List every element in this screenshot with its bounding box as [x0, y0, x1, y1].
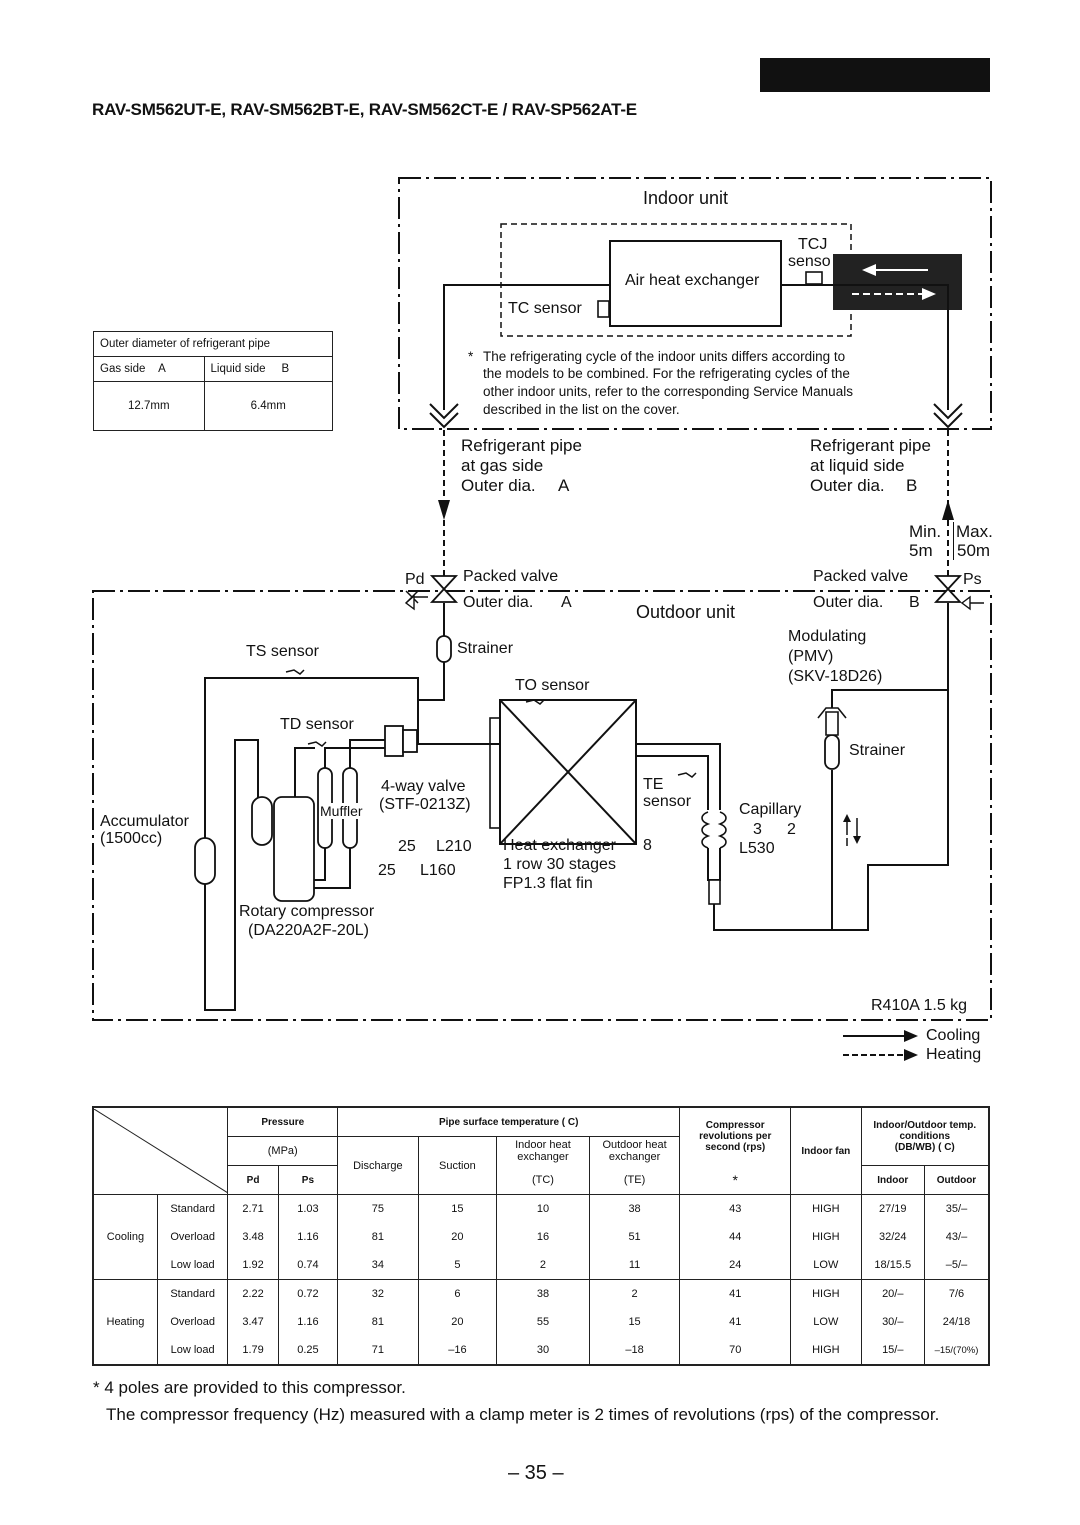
- page-title: RAV-SM562UT-E, RAV-SM562BT-E, RAV-SM562CT-E / RAV-SP562AT-E: [92, 100, 637, 119]
- table-row: [93, 1251, 989, 1280]
- table-cell: 43/–: [924, 1223, 989, 1251]
- table-cell: 70: [680, 1336, 791, 1365]
- ps-label: Ps: [963, 571, 982, 588]
- th-indoor-fan: Indoor fan: [791, 1107, 861, 1195]
- hex-number: 8: [643, 837, 652, 854]
- air-heat-exchanger-label: Air heat exchanger: [625, 272, 760, 289]
- footnote-2: The compressor frequency (Hz) measured with a clamp meter is 2 times of revolutions (rps) of the compressor.: [106, 1405, 940, 1424]
- th-outdoor-hex: Outdoor heat exchanger: [589, 1137, 680, 1166]
- pmv-label: (PMV): [788, 648, 834, 665]
- liquid-value: 6.4mm: [204, 382, 332, 431]
- page-number: – 35 –: [508, 1462, 564, 1484]
- th-indoor-hex: Indoor heat exchanger: [497, 1137, 590, 1166]
- th-discharge: Discharge: [338, 1137, 419, 1195]
- table-cell: 0.72: [278, 1280, 337, 1309]
- table-cell: 35/–: [924, 1195, 989, 1224]
- gas-pipe-label-1: Refrigerant pipe: [461, 436, 582, 455]
- table-cell: Overload: [157, 1308, 227, 1336]
- table-cell: 3.47: [228, 1308, 278, 1336]
- pipe-table-caption: Outer diameter of refrigerant pipe: [94, 332, 333, 357]
- te-sensor-label: sensor: [643, 793, 692, 810]
- table-cell: 3.48: [228, 1223, 278, 1251]
- table-cell: 1.03: [278, 1195, 337, 1224]
- table-cell: 15: [418, 1195, 497, 1224]
- th-star: *: [680, 1166, 791, 1195]
- mode-cell: Heating: [93, 1280, 157, 1366]
- refrigerant-label: R410A 1.5 kg: [871, 997, 968, 1014]
- note-line-3: other indoor units, refer to the corresponding Service Manuals: [483, 384, 853, 399]
- table-row: [93, 1308, 989, 1336]
- th-ps: Ps: [278, 1166, 337, 1195]
- table-cell: 7/6: [924, 1280, 989, 1309]
- table-cell: 2.71: [228, 1195, 278, 1224]
- table-cell: 1.92: [228, 1251, 278, 1280]
- table-cell: 51: [589, 1223, 680, 1251]
- modulating-label: Modulating: [788, 628, 867, 645]
- table-cell: Low load: [157, 1336, 227, 1365]
- table-cell: 10: [497, 1195, 590, 1224]
- table-cell: 15: [589, 1308, 680, 1336]
- mode-cell: Cooling: [93, 1195, 157, 1280]
- table-cell: 43: [680, 1195, 791, 1224]
- legend-cooling: Cooling: [926, 1027, 981, 1044]
- table-cell: 44: [680, 1223, 791, 1251]
- table-corner-cell: [93, 1107, 228, 1195]
- table-cell: 5: [418, 1251, 497, 1280]
- strainer-label-2: Strainer: [849, 742, 906, 759]
- outer-dia-a-letter: A: [561, 594, 572, 611]
- min-value: 5m: [909, 541, 933, 560]
- gas-value: 12.7mm: [94, 382, 205, 431]
- table-cell: –5/–: [924, 1251, 989, 1280]
- muffler-dim-2: 25: [378, 862, 396, 879]
- capillary-dim-1: 3: [753, 821, 762, 838]
- packed-valve-b: Packed valve: [813, 568, 909, 585]
- table-cell: 1.16: [278, 1308, 337, 1336]
- accumulator-volume: (1500cc): [100, 830, 163, 847]
- table-cell: 41: [680, 1308, 791, 1336]
- table-cell: 20: [418, 1223, 497, 1251]
- table-cell: –16: [418, 1336, 497, 1365]
- note-line-4: described in the list on the cover.: [483, 402, 680, 417]
- muffler-label: Muffler: [320, 803, 363, 819]
- table-cell: Standard: [157, 1280, 227, 1309]
- table-cell: 20: [418, 1308, 497, 1336]
- indoor-unit-label: Indoor unit: [643, 188, 729, 208]
- tcj-label: TCJ: [798, 236, 828, 253]
- table-cell: HIGH: [791, 1223, 861, 1251]
- table-cell: HIGH: [791, 1280, 861, 1309]
- table-cell: 38: [497, 1280, 590, 1309]
- table-row: [93, 1336, 989, 1365]
- liquid-pipe-label-2: at liquid side: [810, 456, 905, 475]
- capillary-label: Capillary: [739, 801, 802, 818]
- table-cell: 20/–: [861, 1280, 924, 1309]
- note-line-1: The refrigerating cycle of the indoor units differs according to: [483, 349, 846, 364]
- table-cell: 18/15.5: [861, 1251, 924, 1280]
- table-cell: 32: [338, 1280, 419, 1309]
- table-body: [93, 1195, 989, 1366]
- gas-side-cell: Gas side A: [94, 357, 205, 382]
- table-cell: –18: [589, 1336, 680, 1365]
- table-cell: 11: [589, 1251, 680, 1280]
- tcj-sensor-label: senso: [788, 253, 831, 270]
- table-cell: 41: [680, 1280, 791, 1309]
- table-cell: HIGH: [791, 1195, 861, 1224]
- hex-rows: 1 row 30 stages: [503, 856, 616, 873]
- table-cell: 24/18: [924, 1308, 989, 1336]
- table-cell: 34: [338, 1251, 419, 1280]
- table-cell: Overload: [157, 1223, 227, 1251]
- fourway-model: (STF-0213Z): [379, 796, 471, 813]
- table-row: [93, 1280, 989, 1309]
- th-indoor: Indoor: [861, 1166, 924, 1195]
- th-pd: Pd: [228, 1166, 278, 1195]
- flow-arrows-box: [833, 254, 962, 310]
- pipe-diameter-table: [93, 331, 333, 431]
- skv-label: (SKV-18D26): [788, 668, 883, 685]
- table-cell: Low load: [157, 1251, 227, 1280]
- table-cell: 32/24: [861, 1223, 924, 1251]
- hex-fin: FP1.3 flat fin: [503, 875, 593, 892]
- strainer-label-1: Strainer: [457, 640, 514, 657]
- table-row: [93, 1195, 989, 1224]
- table-cell: 1.16: [278, 1223, 337, 1251]
- table-cell: 0.25: [278, 1336, 337, 1365]
- footnote-1: * 4 poles are provided to this compressor.: [93, 1378, 406, 1397]
- table-cell: Standard: [157, 1195, 227, 1224]
- th-compressor: Compressor revolutions per second (rps): [680, 1107, 791, 1166]
- th-te: (TE): [589, 1166, 680, 1195]
- th-tc: (TC): [497, 1166, 590, 1195]
- gas-pipe-label-3: Outer dia.: [461, 476, 536, 495]
- gas-pipe-label-2: at gas side: [461, 456, 544, 475]
- table-cell: 27/19: [861, 1195, 924, 1224]
- liquid-pipe-label-3: Outer dia.: [810, 476, 885, 495]
- compressor-model: (DA220A2F-20L): [248, 922, 369, 939]
- note-star: *: [468, 349, 474, 364]
- outer-dia-b-letter: B: [909, 594, 920, 611]
- packed-valve-a: Packed valve: [463, 568, 559, 585]
- pd-label: Pd: [405, 571, 425, 588]
- compressor-label: Rotary compressor: [239, 903, 375, 920]
- table-cell: 81: [338, 1308, 419, 1336]
- capillary-dim-2: 2: [787, 821, 796, 838]
- note-line-2: the models to be combined. For the refrigerating cycles of the: [483, 366, 850, 381]
- max-label: Max.: [953, 522, 993, 560]
- table-cell: 2.22: [228, 1280, 278, 1309]
- th-conditions: Indoor/Outdoor temp. conditions (DB/WB) ( C): [861, 1107, 989, 1166]
- to-sensor-label: TO sensor: [515, 677, 590, 694]
- liquid-pipe-label-1: Refrigerant pipe: [810, 436, 931, 455]
- liquid-side-cell: Liquid side B: [204, 357, 332, 382]
- muffler-len-2: L160: [420, 862, 456, 879]
- table-cell: 81: [338, 1223, 419, 1251]
- table-cell: 30: [497, 1336, 590, 1365]
- liquid-pipe-letter: B: [906, 476, 918, 495]
- operating-data-table: [92, 1106, 990, 1366]
- table-cell: 1.79: [228, 1336, 278, 1365]
- table-cell: 30/–: [861, 1308, 924, 1336]
- outer-dia-b: Outer dia.: [813, 594, 884, 611]
- ts-sensor-label: TS sensor: [246, 643, 319, 660]
- th-outdoor: Outdoor: [924, 1166, 989, 1195]
- table-cell: –15/(70%): [924, 1336, 989, 1365]
- muffler-len-1: L210: [436, 838, 472, 855]
- te-label: TE: [643, 776, 664, 793]
- table-cell: 15/–: [861, 1336, 924, 1365]
- table-cell: 16: [497, 1223, 590, 1251]
- table-cell: 2: [497, 1251, 590, 1280]
- table-cell: HIGH: [791, 1336, 861, 1365]
- table-cell: 6: [418, 1280, 497, 1309]
- table-cell: LOW: [791, 1308, 861, 1336]
- table-cell: 0.74: [278, 1251, 337, 1280]
- table-cell: LOW: [791, 1251, 861, 1280]
- th-pressure: Pressure: [228, 1107, 338, 1137]
- gas-pipe-letter: A: [558, 476, 570, 495]
- min-label: Min.: [909, 522, 942, 541]
- muffler-dim-1: 25: [398, 838, 416, 855]
- outer-dia-a: Outer dia.: [463, 594, 534, 611]
- table-cell: 24: [680, 1251, 791, 1280]
- max-value: 50m: [957, 541, 991, 560]
- hex-label: Heat exchanger: [503, 837, 616, 854]
- fourway-label: 4-way valve: [381, 778, 466, 795]
- legend-heating: Heating: [926, 1046, 982, 1063]
- table-cell: 2: [589, 1280, 680, 1309]
- td-sensor-label: TD sensor: [280, 716, 354, 733]
- outdoor-unit-label: Outdoor unit: [636, 602, 736, 622]
- th-suction: Suction: [418, 1137, 497, 1195]
- tc-sensor-label: TC sensor: [508, 300, 582, 317]
- table-cell: 75: [338, 1195, 419, 1224]
- accumulator-label: Accumulator: [100, 813, 189, 830]
- table-row: [93, 1223, 989, 1251]
- table-cell: 71: [338, 1336, 419, 1365]
- th-pipe-temp: Pipe surface temperature ( C): [338, 1107, 680, 1137]
- th-mpa: (MPa): [228, 1137, 338, 1166]
- table-cell: 38: [589, 1195, 680, 1224]
- table-cell: 55: [497, 1308, 590, 1336]
- capillary-length: L530: [739, 840, 775, 857]
